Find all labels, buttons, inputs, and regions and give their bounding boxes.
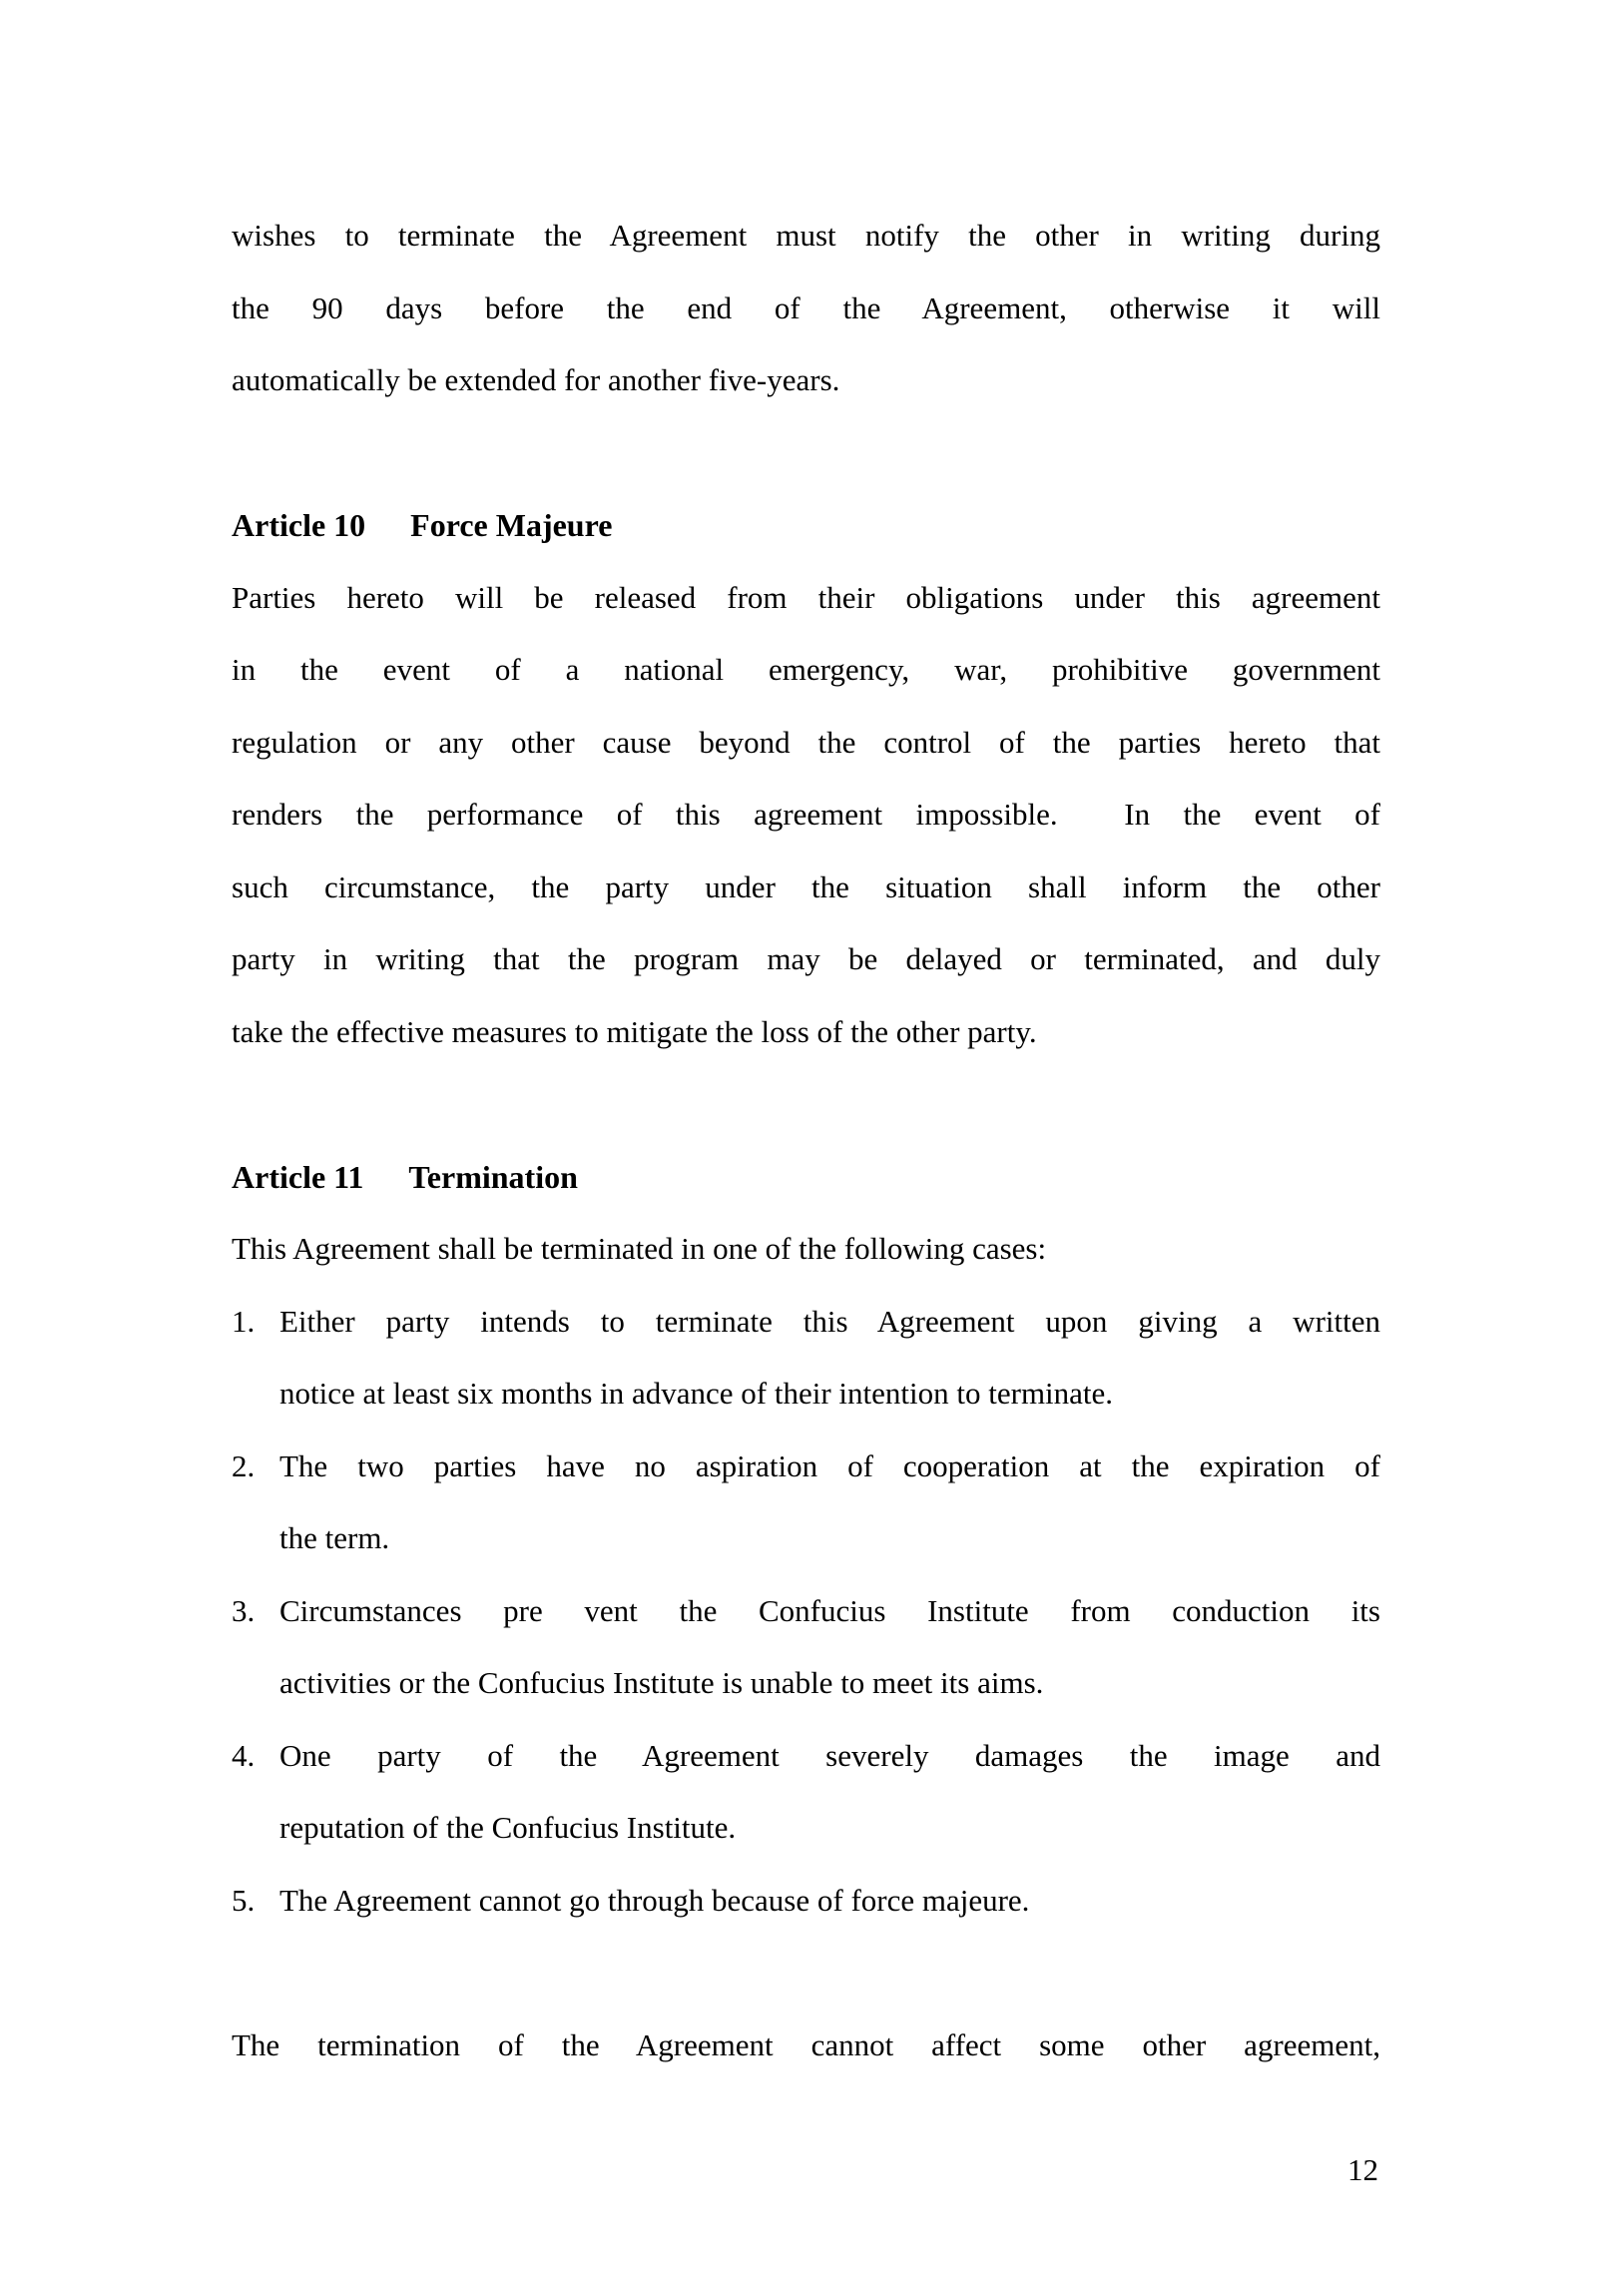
- text-line: The termination of the Agreement cannot affect some other agreement,: [232, 2026, 1380, 2062]
- article-11-intro: This Agreement shall be terminated in one of the following cases:: [232, 1231, 1047, 1266]
- page-content: [232, 200, 1380, 2081]
- text-line: Parties hereto will be released from their obligations under this agreement: [232, 579, 1380, 615]
- article-number: Article 11: [232, 1158, 364, 1195]
- text-line: activities or the Confucius Institute is unable to meet its aims.: [279, 1665, 1044, 1700]
- text-line: wishes to terminate the Agreement must notify the other in writing during: [232, 218, 1380, 253]
- list-item-marker: 1.: [232, 1303, 256, 1339]
- list-item-text: [279, 1865, 1380, 1938]
- article-number: Article 10: [232, 507, 366, 543]
- text-line: reputation of the Confucius Institute.: [279, 1810, 737, 1845]
- text-line: renders the performance of this agreement impossible. In the event of: [232, 797, 1380, 832]
- text-line: The two parties have no aspiration of cooperation at the expiration of: [279, 1447, 1380, 1483]
- text-line: the term.: [279, 1520, 390, 1555]
- list-item-marker: 3.: [232, 1592, 256, 1628]
- text-line: automatically be extended for another five-years.: [232, 362, 840, 397]
- list-item-marker: 2.: [232, 1447, 256, 1483]
- text-line: notice at least six months in advance of their intention to terminate.: [279, 1376, 1114, 1411]
- list-item-marker: 4.: [232, 1737, 256, 1773]
- text-line: regulation or any other cause beyond the control of the parties hereto that: [232, 724, 1380, 760]
- text-line: take the effective measures to mitigate the loss of the other party.: [232, 1013, 1037, 1049]
- list-item-text: [279, 1720, 1380, 1865]
- list-item: [232, 1720, 1380, 1865]
- list-item: [232, 1286, 1380, 1431]
- text-line: in the event of a national emergency, war, prohibitive government: [232, 652, 1380, 687]
- article-10-heading: [232, 489, 1380, 562]
- article-10-body: [232, 562, 1380, 1069]
- list-item-marker: 5.: [232, 1882, 256, 1918]
- article-title: Termination: [408, 1158, 578, 1195]
- text-line: Circumstances pre vent the Confucius Institute from conduction its: [279, 1592, 1380, 1628]
- closing-paragraph: [232, 2009, 1380, 2082]
- text-line: such circumstance, the party under the situation shall inform the other: [232, 868, 1380, 904]
- text-line: party in writing that the program may be delayed or terminated, and duly: [232, 941, 1380, 976]
- text-line: the 90 days before the end of the Agreement, otherwise it will: [232, 289, 1380, 325]
- list-item-text: [279, 1575, 1380, 1720]
- article-11-heading: [232, 1141, 1380, 1214]
- text-line: Either party intends to terminate this Agreement upon giving a written: [279, 1303, 1380, 1339]
- list-item-text: [279, 1286, 1380, 1431]
- list-item-text: [279, 1431, 1380, 1575]
- text-line: One party of the Agreement severely damages the image and: [279, 1737, 1380, 1773]
- article-title: Force Majeure: [410, 507, 613, 543]
- text-line: The Agreement cannot go through because of force majeure.: [279, 1882, 1030, 1918]
- list-item: [232, 1865, 1380, 1938]
- termination-cases-list: [232, 1286, 1380, 1938]
- list-item: [232, 1575, 1380, 1720]
- list-item: [232, 1431, 1380, 1575]
- continuation-paragraph: [232, 200, 1380, 417]
- page-number: 12: [1347, 2152, 1378, 2187]
